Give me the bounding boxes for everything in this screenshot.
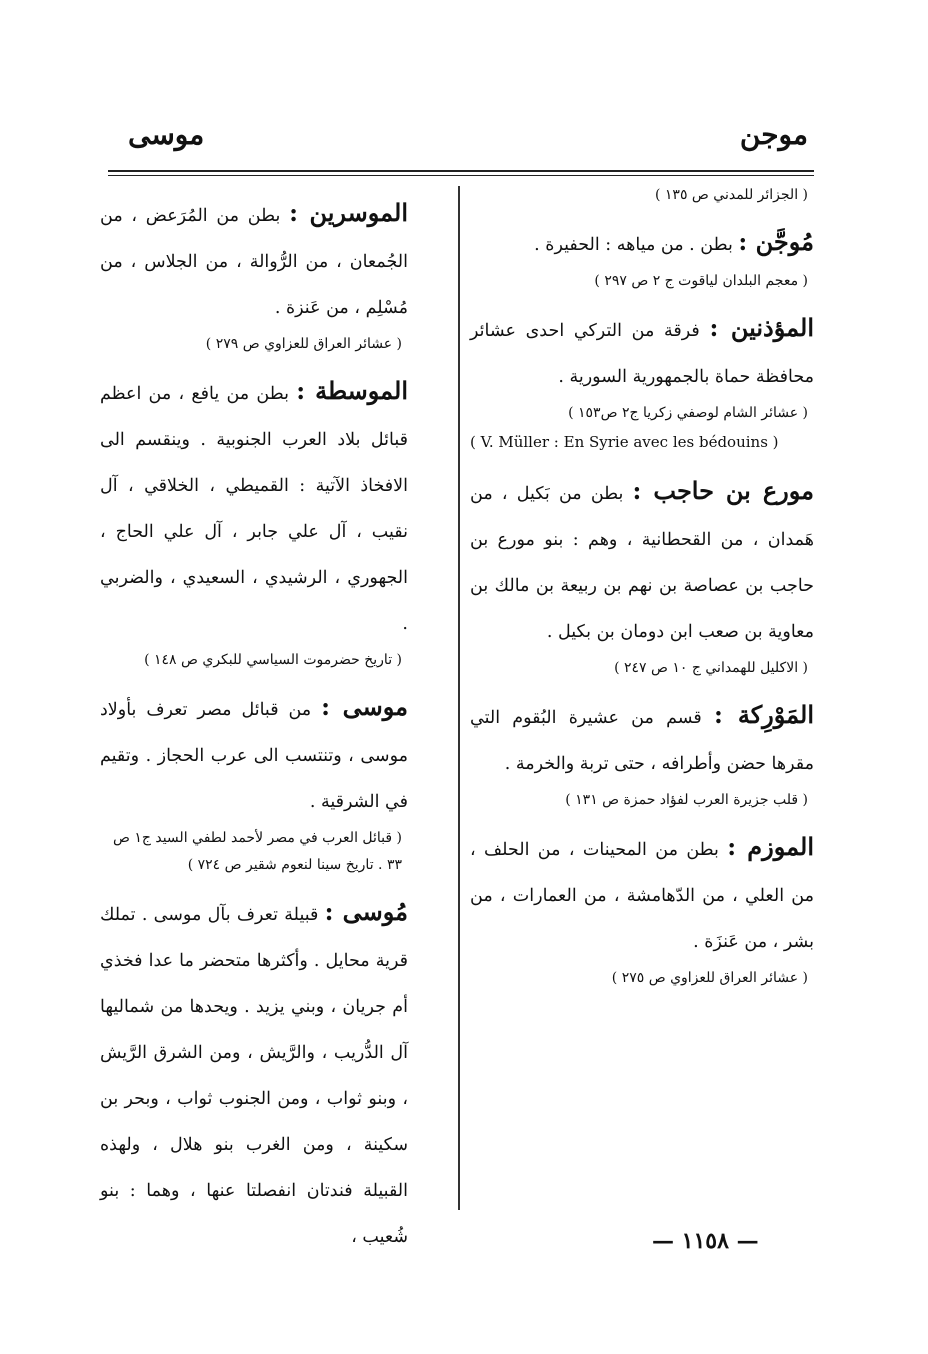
running-head-left: موسى	[128, 118, 205, 151]
entry-text: بطن . من مياهه : الحفيرة .	[534, 235, 739, 255]
page-number: — ١١٥٨ —	[652, 1228, 759, 1254]
entry-headword: موسى :	[321, 692, 408, 721]
citation: ( عشائر الشام لوصفي زكريا ج٢ ص١٥٣ )	[568, 405, 808, 421]
entry-text: فرقة من التركي احدى عشائر محافظة حماة بالجمهورية السورية .	[470, 321, 814, 387]
entry-headword: الموسرين :	[289, 198, 408, 227]
entry-text: قسم من عشيرة البُقوم التي مقرها حضن وأطرافه ، حتى تربة والخرمة .	[470, 708, 814, 774]
header-rule	[108, 170, 814, 172]
entry-text: بطن من يافع ، من اعظم قبائل بلاد العرب الجنوبية . وينقسم الى الافخاذ الآتية : القميطي ، الخلاقي ، آل نقيب ، آل علي جابر ، آل علي الحاج ، الجهوري ، الرشيدي ، السعيدي ، والضربي .	[100, 384, 408, 634]
entry-musa-egypt	[100, 684, 408, 825]
citation-latin: ( V. Müller : En Syrie avec les bédouins )	[470, 433, 779, 451]
right-column	[470, 182, 814, 1002]
entry-headword: مُوجَّن :	[738, 227, 814, 256]
entry-text: قبيلة تعرف بآل موسى . تملك قرية محايل . وأكثرها متحضر ما عدا فخذي أم جريان ، وبني يزيد . ويحدها من شماليها آل الدُّريب ، والرَّيش ، ومن الشرق الرَّيش ، وبنو ثواب ، ومن الجنوب ثواب ، وبحر بن سكينة ، ومن الغرب بنو هلال ، ولهذه القبيلة فندتان انفصلتا عنها ، وهما : بنو شُعيب ،	[100, 905, 408, 1247]
citation: ( معجم البلدان لياقوت ج ٢ ص ٢٩٧ )	[594, 273, 808, 289]
running-head-right: موجن	[739, 118, 808, 151]
column-divider	[458, 186, 460, 1210]
entry-almawrika	[470, 692, 814, 787]
entry-headword: الموسطة :	[296, 376, 408, 405]
citation: ( عشائر العراق للعزاوي ص ٢٧٩ )	[205, 336, 402, 352]
entry-text: من قبائل مصر تعرف بأولاد موسى ، وتنتسب الى عرب الحجاز . وتقيم في الشرقية .	[100, 700, 408, 812]
left-column	[100, 190, 408, 1260]
entry-text: بطن من المحينات ، من الحلف ، من العلي ، من الدّهامشة ، من العمارات ، من بشر ، من عَنزَة .	[470, 840, 814, 952]
entry-almawzam	[470, 824, 814, 965]
entry-headword: الموزم :	[727, 832, 814, 861]
entry-headword: مُوسى :	[324, 897, 408, 926]
citation: ( الجزائر للمدني ص ١٣٥ )	[654, 187, 808, 203]
entry-almusrin	[100, 190, 408, 331]
header-rule-thin	[108, 175, 814, 176]
entry-almusata	[100, 368, 408, 647]
entry-text: بطن من بَكيل ، من هَمدان ، من القحطانية ، وهم : بنو مورع بن حاجب بن عصاصة بن نهم بن ربيعة بن مالك بن معاوية بن صعب ابن دومان بن بكيل .	[470, 484, 814, 642]
entry-headword: المؤذنين :	[709, 313, 814, 342]
entry-mujann	[470, 219, 814, 268]
entry-text: بطن من المُرَعض ، من الجُمعان ، من الرُّوالة ، من الجلاس ، من مُسْلِم ، من عَنزة .	[100, 206, 408, 318]
citation: ( عشائر العراق للعزاوي ص ٢٧٥ )	[611, 970, 808, 986]
citation: ( قبائل العرب في مصر لأحمد لطفي السيد ج١ ص ٣٣ . تاريخ سينا لنعوم شقير ص ٧٢٤ )	[112, 830, 402, 873]
citation: ( الاكليل للهمداني ج ١٠ ص ٢٤٧ )	[614, 660, 808, 676]
entry-headword: المَوْرِكة :	[713, 700, 814, 729]
citation: ( قلب جزيرة العرب لفؤاد حمزة ص ١٣١ )	[565, 792, 808, 808]
entry-almuadhinin	[470, 305, 814, 400]
citation: ( تاريخ حضرموت السياسي للبكري ص ١٤٨ )	[144, 652, 402, 668]
entry-headword: مورع بن حاجب :	[632, 476, 814, 505]
entry-musa-tribe	[100, 889, 408, 1260]
entry-mawra-bin-hajib	[470, 468, 814, 655]
